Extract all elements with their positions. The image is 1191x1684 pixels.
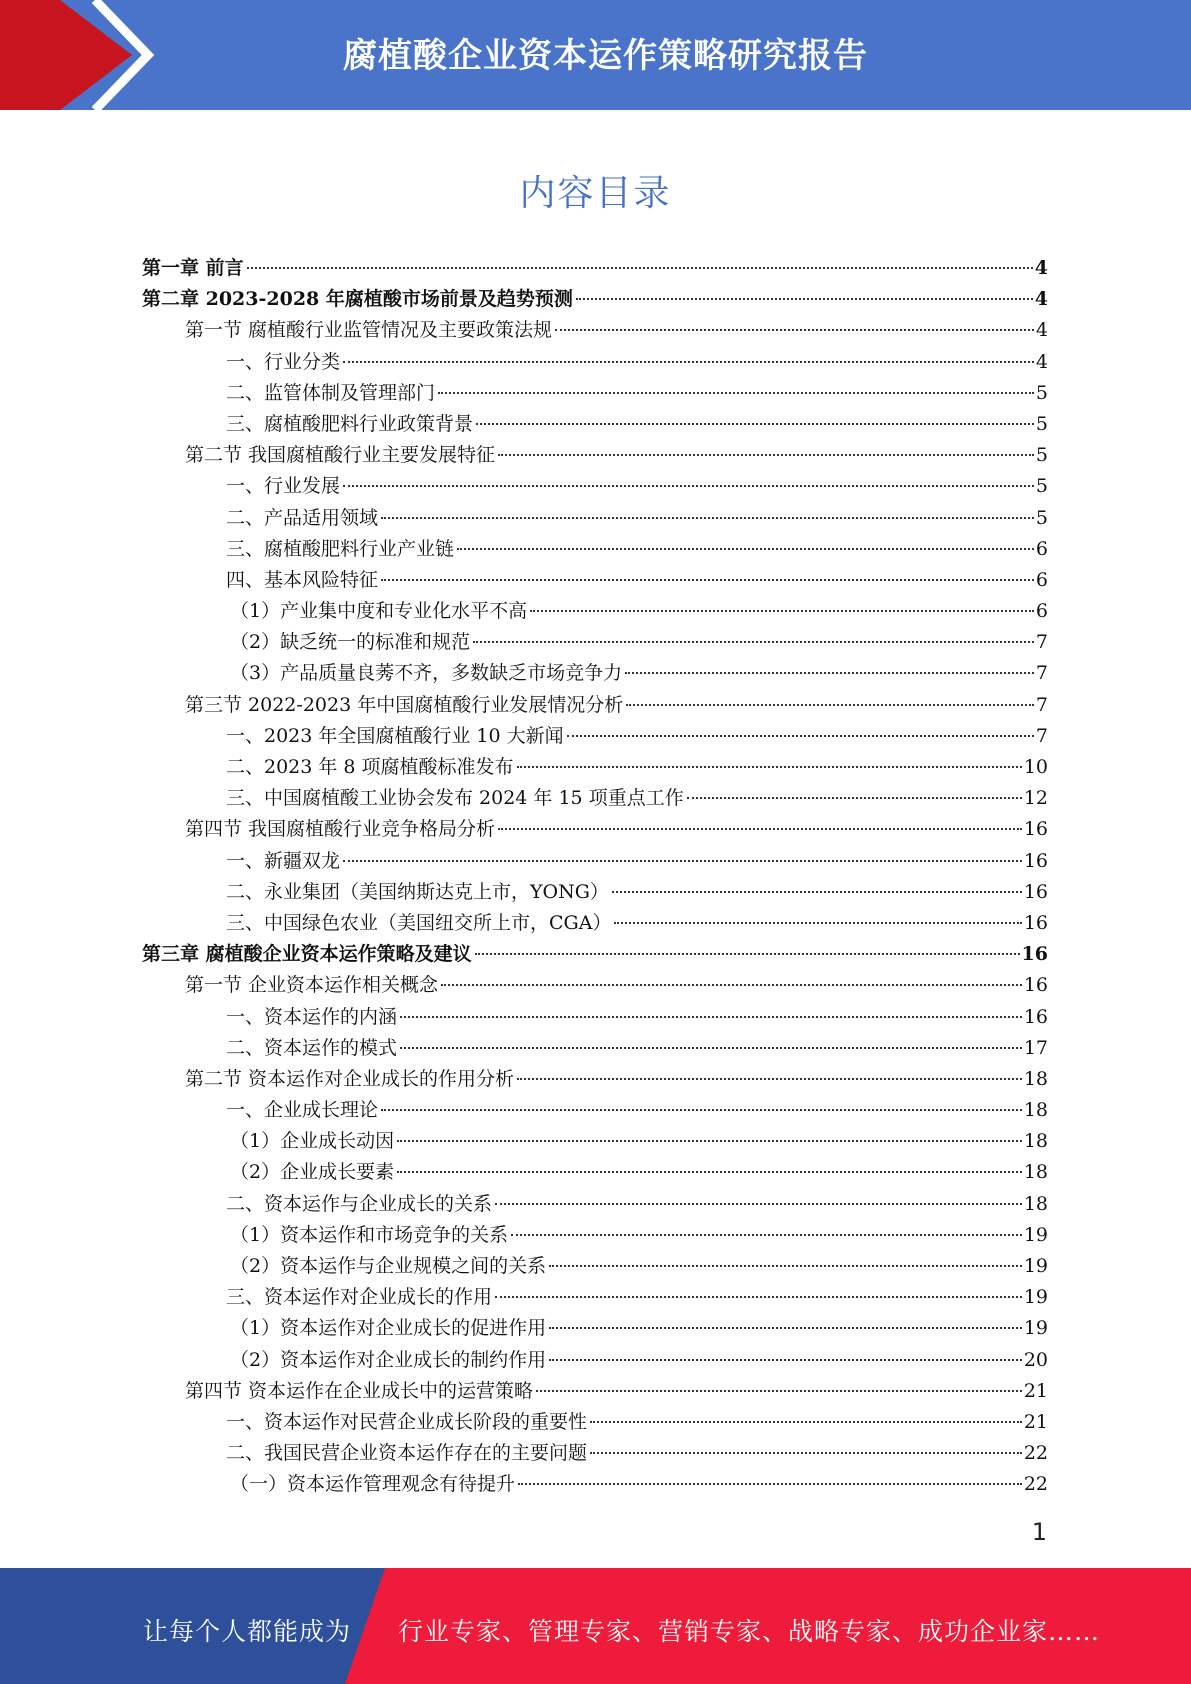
toc-entry-title: 一、新疆双龙 <box>226 849 341 872</box>
toc-leader-dots <box>400 1016 1022 1018</box>
toc-leader-dots <box>495 1203 1022 1205</box>
toc-entry-page: 21 <box>1023 1410 1048 1433</box>
toc-entry-title: 三、腐植酸肥料行业政策背景 <box>226 412 474 435</box>
page-footer <box>0 1568 1191 1684</box>
toc-entry-title: （1）资本运作对企业成长的促进作用 <box>230 1317 547 1340</box>
toc-entry-page: 6 <box>1035 537 1048 560</box>
toc-entry-title: 一、资本运作的内涵 <box>226 1005 398 1028</box>
toc-entry-page: 4 <box>1034 257 1048 279</box>
toc-entry[interactable] <box>142 1376 1048 1407</box>
toc-entry-page: 21 <box>1023 1379 1048 1402</box>
toc-entry-page: 16 <box>1023 974 1048 997</box>
toc-entry-title: （1）企业成长动因 <box>230 1130 395 1153</box>
toc-entry-title: 二、资本运作与企业成长的关系 <box>226 1192 493 1215</box>
toc-entry-title: （一）资本运作管理观念有待提升 <box>230 1473 516 1496</box>
toc-leader-dots <box>536 1390 1022 1392</box>
toc-entry-page: 4 <box>1035 319 1048 342</box>
toc-leader-dots <box>343 485 1034 487</box>
toc-entry-page: 19 <box>1023 1286 1048 1309</box>
toc-entry[interactable] <box>142 1438 1048 1469</box>
toc-entry-title: 第一节 腐植酸行业监管情况及主要政策法规 <box>185 319 553 342</box>
toc-entry-title: （1）资本运作和市场竞争的关系 <box>230 1223 509 1246</box>
toc-entry[interactable] <box>142 939 1048 970</box>
toc-entry-page: 5 <box>1035 412 1048 435</box>
toc-leader-dots <box>590 1452 1022 1454</box>
toc-entry-title: 三、中国腐植酸工业协会发布 2024 年 15 项重点工作 <box>226 787 684 810</box>
toc-entry-title: （2）缺乏统一的标准和规范 <box>230 631 471 654</box>
toc-entry[interactable] <box>142 846 1048 877</box>
toc-leader-dots <box>400 1047 1022 1049</box>
toc-leader-dots <box>343 860 1022 862</box>
toc-entry-title: 一、企业成长理论 <box>226 1099 379 1122</box>
toc-entry-title: 一、2023 年全国腐植酸行业 10 大新闻 <box>226 724 564 747</box>
toc-entry-title: 第三章 腐植酸企业资本运作策略及建议 <box>142 943 472 966</box>
toc-leader-dots <box>687 797 1022 799</box>
toc-entry-page: 22 <box>1023 1473 1048 1496</box>
toc-entry-page: 7 <box>1035 693 1048 716</box>
toc-leader-dots <box>614 922 1021 924</box>
toc-leader-dots <box>475 953 1020 955</box>
table-of-contents <box>142 253 1048 1501</box>
toc-entry-page: 17 <box>1023 1036 1048 1059</box>
toc-leader-dots <box>576 298 1033 300</box>
toc-entry[interactable] <box>142 783 1048 814</box>
toc-entry-page: 18 <box>1023 1161 1048 1184</box>
toc-entry[interactable] <box>142 347 1048 378</box>
toc-entry[interactable] <box>142 1251 1048 1282</box>
toc-entry-title: 第二节 我国腐植酸行业主要发展特征 <box>185 444 496 467</box>
toc-entry-title: 二、永业集团（美国纳斯达克上市，YONG） <box>226 880 609 903</box>
toc-entry-page: 16 <box>1023 880 1048 903</box>
toc-leader-dots <box>517 766 1022 768</box>
toc-entry-title: 二、产品适用领域 <box>226 506 379 529</box>
toc-entry[interactable] <box>142 1095 1048 1126</box>
toc-entry-title: 三、中国绿色农业（美国纽交所上市，CGA） <box>226 911 612 934</box>
toc-entry-title: （2）企业成长要素 <box>230 1161 395 1184</box>
toc-entry[interactable] <box>142 752 1048 783</box>
toc-entry-title: （2）资本运作对企业成长的制约作用 <box>230 1348 547 1371</box>
toc-entry-page: 19 <box>1023 1223 1048 1246</box>
toc-entry-page: 18 <box>1023 1099 1048 1122</box>
toc-leader-dots <box>476 423 1034 425</box>
toc-leader-dots <box>517 1078 1022 1080</box>
page-header <box>0 0 1191 110</box>
toc-entry[interactable] <box>142 814 1048 845</box>
toc-entry-page: 16 <box>1023 849 1048 872</box>
toc-entry[interactable] <box>142 253 1048 284</box>
footer-slogan: 让每个人都能成为 <box>143 1617 352 1646</box>
toc-entry-title: 第四节 我国腐植酸行业竞争格局分析 <box>185 818 496 841</box>
toc-entry-title: 第三节 2022-2023 年中国腐植酸行业发展情况分析 <box>185 693 624 716</box>
toc-entry-title: （2）资本运作与企业规模之间的关系 <box>230 1255 547 1277</box>
toc-entry[interactable] <box>142 1220 1048 1251</box>
toc-entry-page: 6 <box>1035 568 1048 591</box>
toc-entry[interactable] <box>142 440 1048 471</box>
toc-entry[interactable] <box>142 596 1048 627</box>
toc-entry[interactable] <box>142 627 1048 658</box>
toc-leader-dots <box>381 579 1034 581</box>
toc-leader-dots <box>590 1421 1022 1423</box>
toc-entry[interactable] <box>142 1126 1048 1157</box>
toc-leader-dots <box>567 735 1034 737</box>
toc-entry[interactable] <box>142 1002 1048 1033</box>
toc-entry-page: 12 <box>1023 787 1048 810</box>
toc-entry[interactable] <box>142 503 1048 534</box>
toc-entry-page: 16 <box>1023 1005 1048 1028</box>
toc-entry[interactable] <box>142 1345 1048 1376</box>
toc-entry-page: 4 <box>1034 288 1048 311</box>
toc-entry-page: 18 <box>1023 1130 1048 1153</box>
toc-leader-dots <box>343 361 1034 363</box>
toc-entry-page: 10 <box>1023 756 1048 778</box>
toc-entry-title: 第二节 资本运作对企业成长的作用分析 <box>185 1067 515 1090</box>
toc-leader-dots <box>495 1296 1022 1298</box>
toc-entry[interactable] <box>142 690 1048 721</box>
toc-leader-dots <box>549 1327 1022 1329</box>
toc-leader-dots <box>626 704 1034 706</box>
toc-entry[interactable] <box>142 315 1048 346</box>
toc-leader-dots <box>511 1234 1022 1236</box>
toc-entry[interactable] <box>142 284 1048 315</box>
toc-leader-dots <box>473 641 1034 643</box>
toc-entry-title: 第二章 2023-2028 年腐植酸市场前景及趋势预测 <box>142 288 573 311</box>
toc-entry[interactable] <box>142 471 1048 502</box>
toc-entry-title: 第一节 企业资本运作相关概念 <box>185 974 439 997</box>
toc-entry-page: 19 <box>1023 1255 1048 1277</box>
toc-heading: 内容目录 <box>519 173 672 214</box>
toc-entry[interactable] <box>142 1469 1048 1500</box>
toc-leader-dots <box>612 891 1022 893</box>
toc-entry-page: 20 <box>1023 1348 1048 1371</box>
toc-leader-dots <box>549 1359 1022 1361</box>
toc-entry[interactable] <box>142 877 1048 908</box>
toc-leader-dots <box>381 517 1034 519</box>
toc-entry[interactable] <box>142 1282 1048 1313</box>
toc-leader-dots <box>438 392 1034 394</box>
toc-entry-title: 一、行业发展 <box>226 475 341 498</box>
toc-entry-page: 7 <box>1035 724 1048 747</box>
footer-roles: 行业专家、管理专家、营销专家、战略专家、成功企业家…… <box>398 1617 1101 1646</box>
toc-entry-title: 三、资本运作对企业成长的作用 <box>226 1286 493 1309</box>
toc-entry-title: （3）产品质量良莠不齐，多数缺乏市场竞争力 <box>230 662 623 685</box>
toc-leader-dots <box>381 1109 1022 1111</box>
toc-entry-page: 5 <box>1035 444 1048 467</box>
toc-entry-page: 22 <box>1023 1442 1048 1465</box>
toc-entry[interactable] <box>142 721 1048 752</box>
toc-entry-page: 19 <box>1023 1317 1048 1340</box>
toc-entry[interactable] <box>142 970 1048 1001</box>
toc-entry-title: 二、监管体制及管理部门 <box>226 381 436 404</box>
toc-leader-dots <box>555 329 1034 331</box>
toc-entry[interactable] <box>142 1407 1048 1438</box>
toc-entry-page: 5 <box>1035 506 1048 529</box>
toc-entry-page: 16 <box>1021 943 1048 966</box>
toc-entry[interactable] <box>142 409 1048 440</box>
toc-leader-dots <box>441 984 1022 986</box>
toc-entry[interactable] <box>142 1033 1048 1064</box>
toc-entry-page: 4 <box>1035 350 1048 373</box>
toc-entry-title: 三、腐植酸肥料行业产业链 <box>226 537 455 560</box>
toc-entry-title: 第四节 资本运作在企业成长中的运营策略 <box>185 1379 534 1402</box>
toc-entry-page: 7 <box>1035 662 1048 685</box>
toc-entry-title: 一、行业分类 <box>226 350 341 373</box>
toc-entry[interactable] <box>142 1064 1048 1095</box>
toc-entry-title: 二、资本运作的模式 <box>226 1036 398 1059</box>
toc-entry[interactable] <box>142 565 1048 596</box>
toc-entry-title: 第一章 前言 <box>142 257 244 279</box>
toc-leader-dots <box>397 1171 1022 1173</box>
toc-leader-dots <box>530 610 1034 612</box>
toc-entry[interactable] <box>142 534 1048 565</box>
toc-entry-page: 16 <box>1023 911 1048 934</box>
toc-entry-page: 16 <box>1023 818 1048 841</box>
toc-leader-dots <box>549 1265 1022 1267</box>
toc-entry-page: 5 <box>1035 475 1048 498</box>
toc-entry-title: 二、2023 年 8 项腐植酸标准发布 <box>226 756 514 778</box>
toc-entry-page: 7 <box>1035 631 1048 654</box>
toc-entry-title: 四、基本风险特征 <box>226 568 379 591</box>
toc-leader-dots <box>247 267 1033 269</box>
toc-leader-dots <box>498 454 1034 456</box>
toc-entry[interactable] <box>142 1157 1048 1188</box>
page-number: 1 <box>1031 1518 1047 1546</box>
toc-entry[interactable] <box>142 908 1048 939</box>
toc-entry[interactable] <box>142 378 1048 409</box>
toc-leader-dots <box>498 828 1022 830</box>
toc-entry-title: 一、资本运作对民营企业成长阶段的重要性 <box>226 1410 588 1433</box>
toc-entry-page: 18 <box>1023 1192 1048 1215</box>
toc-entry-page: 5 <box>1035 381 1048 404</box>
toc-entry-title: （1）产业集中度和专业化水平不高 <box>230 600 528 623</box>
toc-leader-dots <box>457 548 1034 550</box>
toc-entry-page: 18 <box>1023 1067 1048 1090</box>
toc-entry-title: 二、我国民营企业资本运作存在的主要问题 <box>226 1442 588 1465</box>
toc-leader-dots <box>518 1483 1022 1485</box>
report-title: 腐植酸企业资本运作策略研究报告 <box>343 36 868 76</box>
toc-entry[interactable] <box>142 658 1048 689</box>
toc-entry[interactable] <box>142 1189 1048 1220</box>
toc-leader-dots <box>397 1140 1022 1142</box>
toc-leader-dots <box>625 672 1034 674</box>
toc-entry[interactable] <box>142 1313 1048 1344</box>
toc-entry-page: 6 <box>1035 600 1048 623</box>
